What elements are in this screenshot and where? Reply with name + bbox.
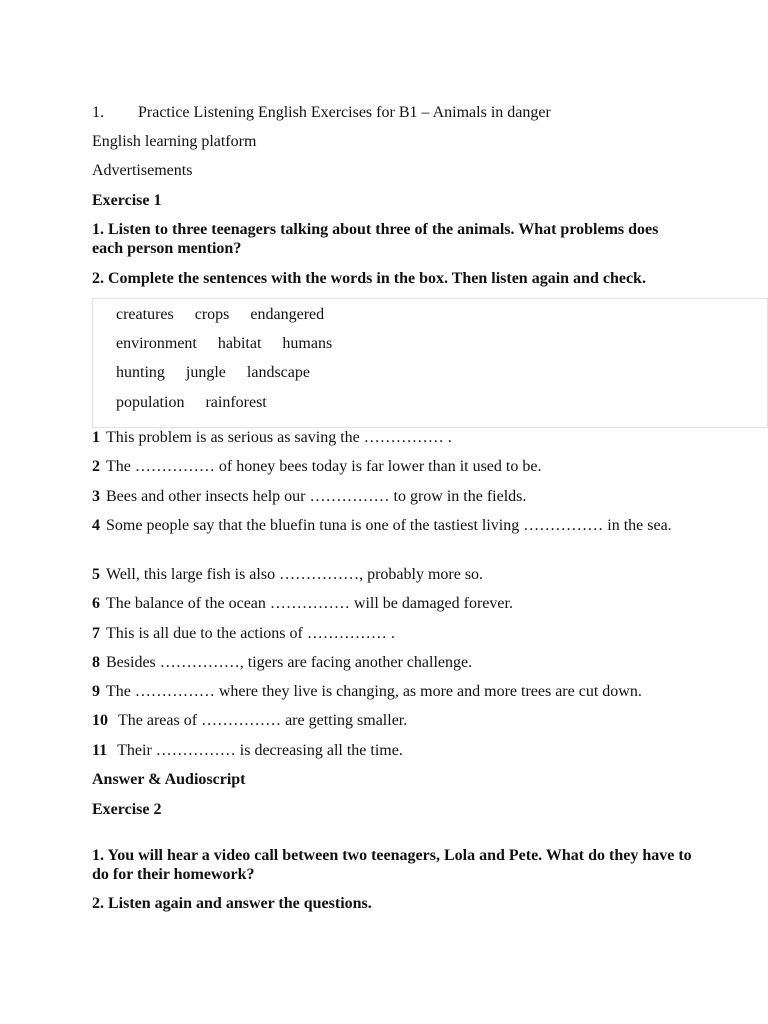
sentence-number: 1 <box>92 429 100 446</box>
sentence-number: 5 <box>92 566 100 583</box>
sentence-number: 6 <box>92 595 100 612</box>
word-box <box>92 298 768 428</box>
sentence-3 <box>92 487 692 506</box>
document-heading <box>92 103 692 122</box>
sentence-number: 4 <box>92 517 100 534</box>
sentence-number: 3 <box>92 488 100 505</box>
word-item: population <box>116 394 185 411</box>
sentence-5 <box>92 565 692 584</box>
exercise2-title: Exercise 2 <box>92 801 162 818</box>
word-item: landscape <box>246 364 310 381</box>
sentence-text: Their …………… is decreasing all the time. <box>117 742 403 759</box>
sentence-11 <box>92 741 692 760</box>
heading-number: 1. <box>92 104 104 121</box>
exercise2-instruction-2: 2. Listen again and answer the questions. <box>92 895 372 912</box>
sentence-4 <box>92 516 692 535</box>
word-item: rainforest <box>205 394 267 411</box>
sentence-number: 10 <box>92 712 108 729</box>
word-row-3 <box>116 363 327 382</box>
word-item: creatures <box>116 306 174 323</box>
word-row-4 <box>116 393 284 412</box>
word-item: hunting <box>116 364 165 381</box>
sentence-text: The …………… of honey bees today is far lower than it used to be. <box>106 458 542 475</box>
sentence-8 <box>92 653 692 672</box>
exercise1-instruction-2: 2. Complete the sentences with the words in the box. Then listen again and check. <box>92 270 646 287</box>
sentence-number: 11 <box>92 742 108 759</box>
sentence-7 <box>92 624 692 643</box>
sentence-text: Some people say that the bluefin tuna is one of the tastiest living …………… in the sea. <box>106 517 672 534</box>
word-row-1 <box>116 305 341 324</box>
word-item: crops <box>194 306 230 323</box>
sentence-9 <box>92 682 692 701</box>
sentence-1 <box>92 428 692 447</box>
exercise1-title: Exercise 1 <box>92 192 162 209</box>
answer-audioscript-link[interactable]: Answer & Audioscript <box>92 771 246 788</box>
sentence-number: 2 <box>92 458 100 475</box>
word-item: endangered <box>250 306 325 323</box>
sentence-2 <box>92 457 692 476</box>
sentence-text: Besides ……………, tigers are facing another challenge. <box>106 654 473 671</box>
word-item: habitat <box>217 335 262 352</box>
exercise1-instruction-1: 1. Listen to three teenagers talking about three of the animals. What problems does each person mention? <box>92 221 659 257</box>
ads-label: Advertisements <box>92 162 193 179</box>
word-item: jungle <box>185 364 226 381</box>
sentence-10 <box>92 711 692 730</box>
sentence-text: The balance of the ocean …………… will be damaged forever. <box>106 595 513 612</box>
sentence-number: 8 <box>92 654 100 671</box>
exercise2-instruction-1: 1. You will hear a video call between two teenagers, Lola and Pete. What do they have to do for their homework? <box>92 847 692 883</box>
sentence-text: Well, this large fish is also ……………, probably more so. <box>106 566 484 583</box>
word-item: humans <box>282 335 333 352</box>
sentence-6 <box>92 594 692 613</box>
sentence-text: The areas of …………… are getting smaller. <box>118 712 408 729</box>
sentence-number: 7 <box>92 625 100 642</box>
sentence-number: 9 <box>92 683 100 700</box>
word-item: environment <box>116 335 197 352</box>
sentence-text: This problem is as serious as saving the …………… . <box>106 429 452 446</box>
platform-label: English learning platform <box>92 133 257 150</box>
sentence-text: This is all due to the actions of …………… . <box>106 625 395 642</box>
sentence-text: Bees and other insects help our …………… to grow in the fields. <box>106 488 527 505</box>
word-row-2 <box>116 334 349 353</box>
heading-title: Practice Listening English Exercises for B1 – Animals in danger <box>138 104 551 121</box>
sentence-text: The …………… where they live is changing, as more and more trees are cut down. <box>106 683 642 700</box>
